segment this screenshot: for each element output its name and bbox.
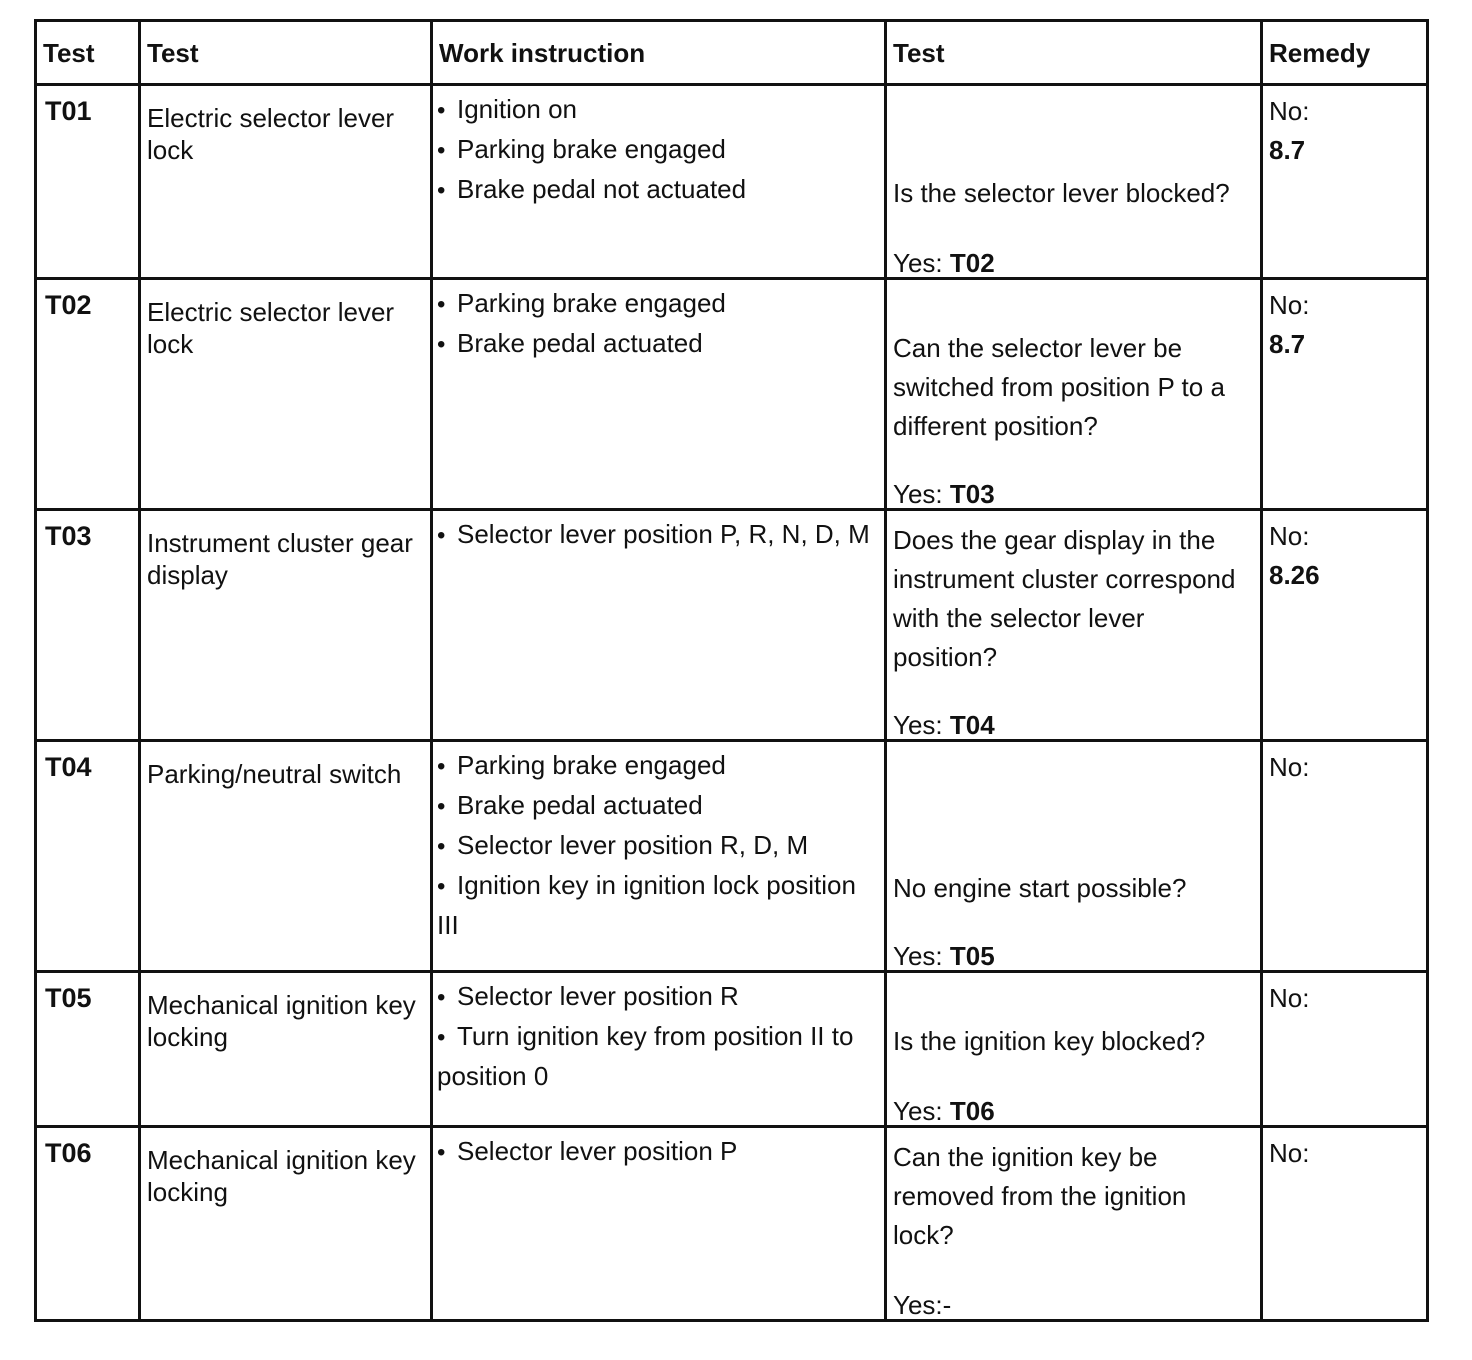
instruction-item [437, 324, 878, 364]
remedy-reference: 8.26 [1269, 560, 1320, 590]
remedy [1263, 511, 1426, 595]
header-row [36, 21, 1428, 85]
test-id: T05 [45, 983, 92, 1013]
instruction-text: Brake pedal actuated [457, 790, 703, 820]
header-remedy: Remedy [1262, 21, 1428, 85]
test-id: T03 [45, 521, 92, 551]
test-name: Instrument cluster gear display [147, 528, 413, 590]
instruction-text: Parking brake engaged [457, 288, 726, 318]
test-id: T02 [45, 290, 92, 320]
instruction-item [437, 786, 878, 826]
remedy [1263, 742, 1426, 787]
remedy-cell [1262, 510, 1428, 741]
test-name-cell [140, 972, 432, 1127]
test-id-cell [36, 510, 140, 741]
test-name-cell [140, 741, 432, 972]
yes-outcome [893, 247, 995, 279]
test-question-cell [886, 1127, 1262, 1321]
no-label: No: [1269, 983, 1310, 1013]
header-test-id: Test [36, 21, 140, 85]
table-row [36, 972, 1428, 1127]
test-question-cell [886, 85, 1262, 279]
instruction-item [437, 977, 878, 1017]
test-question: Does the gear display in the instrument cluster correspond with the selector lever position? [893, 525, 1236, 672]
instruction-text: Brake pedal not actuated [457, 174, 747, 204]
instruction-item [437, 826, 878, 866]
yes-label: Yes:- [893, 1290, 952, 1320]
test-id-cell [36, 972, 140, 1127]
instruction-item [437, 170, 878, 210]
no-label: No: [1269, 752, 1310, 782]
yes-label: Yes: [893, 248, 943, 278]
instruction-text: Brake pedal actuated [457, 328, 703, 358]
test-id-cell [36, 279, 140, 510]
test-question: No engine start possible? [893, 873, 1187, 903]
instruction-text: Selector lever position P [457, 1136, 738, 1166]
instruction-list [433, 973, 884, 1096]
test-question-cell [886, 741, 1262, 972]
instruction-text: Selector lever position R, D, M [457, 830, 809, 860]
work-instruction-cell [432, 1127, 886, 1321]
instruction-text: Selector lever position P, R, N, D, M [457, 519, 870, 549]
instruction-list [433, 511, 884, 555]
test-name-cell [140, 279, 432, 510]
yes-target-link: T03 [949, 479, 995, 509]
yes-target-link: T06 [949, 1096, 995, 1126]
instruction-text: Ignition key in ignition lock position III [437, 870, 856, 940]
test-name: Parking/neutral switch [147, 759, 402, 789]
test-name-cell [140, 510, 432, 741]
instruction-text: Selector lever position R [457, 981, 739, 1011]
no-label: No: [1269, 290, 1310, 320]
yes-label: Yes: [893, 479, 943, 509]
yes-outcome [893, 478, 995, 510]
table-row [36, 510, 1428, 741]
remedy-cell [1262, 972, 1428, 1127]
instruction-item [437, 866, 878, 945]
remedy [1263, 1128, 1426, 1173]
no-label: No: [1269, 1138, 1310, 1168]
remedy [1263, 973, 1426, 1018]
remedy [1263, 86, 1426, 170]
instruction-list [433, 86, 884, 210]
test-question: Can the selector lever be switched from position P to a different position? [893, 333, 1225, 441]
instruction-item [437, 1017, 878, 1096]
yes-outcome [893, 709, 995, 741]
test-name: Mechanical ignition key locking [147, 1145, 416, 1207]
instruction-list [433, 280, 884, 364]
remedy [1263, 280, 1426, 364]
test-name-cell [140, 1127, 432, 1321]
remedy-reference: 8.7 [1269, 135, 1306, 165]
test-procedure-table [34, 19, 1429, 1322]
no-label: No: [1269, 96, 1310, 126]
test-question-cell [886, 510, 1262, 741]
instruction-item [437, 284, 878, 324]
test-id: T01 [45, 96, 92, 126]
yes-outcome [893, 1289, 951, 1321]
yes-label: Yes: [893, 1096, 943, 1126]
test-name: Mechanical ignition key locking [147, 990, 416, 1052]
instruction-list [433, 742, 884, 945]
work-instruction-cell [432, 741, 886, 972]
table-row [36, 85, 1428, 279]
test-id-cell [36, 85, 140, 279]
instruction-list [433, 1128, 884, 1172]
yes-outcome [893, 940, 995, 972]
no-label: No: [1269, 521, 1310, 551]
test-question: Is the ignition key blocked? [893, 1026, 1206, 1056]
test-question-cell [886, 279, 1262, 510]
table-row [36, 1127, 1428, 1321]
instruction-text: Ignition on [457, 94, 577, 124]
test-name: Electric selector lever lock [147, 103, 395, 165]
work-instruction-cell [432, 510, 886, 741]
instruction-item [437, 746, 878, 786]
yes-label: Yes: [893, 941, 943, 971]
instruction-text: Parking brake engaged [457, 750, 726, 780]
yes-outcome [893, 1095, 995, 1127]
instruction-item [437, 130, 878, 170]
work-instruction-cell [432, 279, 886, 510]
work-instruction-cell [432, 972, 886, 1127]
test-id-cell [36, 1127, 140, 1321]
test-id: T04 [45, 752, 92, 782]
test-name-cell [140, 85, 432, 279]
work-instruction-cell [432, 85, 886, 279]
yes-target-link: T05 [949, 941, 995, 971]
test-question-cell [886, 972, 1262, 1127]
test-id: T06 [45, 1138, 92, 1168]
yes-target-link: T04 [949, 710, 995, 740]
remedy-cell [1262, 279, 1428, 510]
test-name: Electric selector lever lock [147, 297, 395, 359]
remedy-cell [1262, 1127, 1428, 1321]
instruction-text: Turn ignition key from position II to position 0 [437, 1021, 854, 1091]
test-question: Is the selector lever blocked? [893, 178, 1230, 208]
test-id-cell [36, 741, 140, 972]
table-row [36, 279, 1428, 510]
remedy-reference: 8.7 [1269, 329, 1306, 359]
yes-target-link: T02 [949, 248, 995, 278]
yes-label: Yes: [893, 710, 943, 740]
table-row [36, 741, 1428, 972]
remedy-cell [1262, 85, 1428, 279]
instruction-item [437, 1132, 878, 1172]
header-test-question: Test [886, 21, 1262, 85]
instruction-text: Parking brake engaged [457, 134, 726, 164]
remedy-cell [1262, 741, 1428, 972]
header-work-instruction: Work instruction [432, 21, 886, 85]
test-question: Can the ignition key be removed from the ignition lock? [893, 1142, 1187, 1250]
table-body [36, 85, 1428, 1321]
header-test-name: Test [140, 21, 432, 85]
instruction-item [437, 90, 878, 130]
instruction-item [437, 515, 878, 555]
